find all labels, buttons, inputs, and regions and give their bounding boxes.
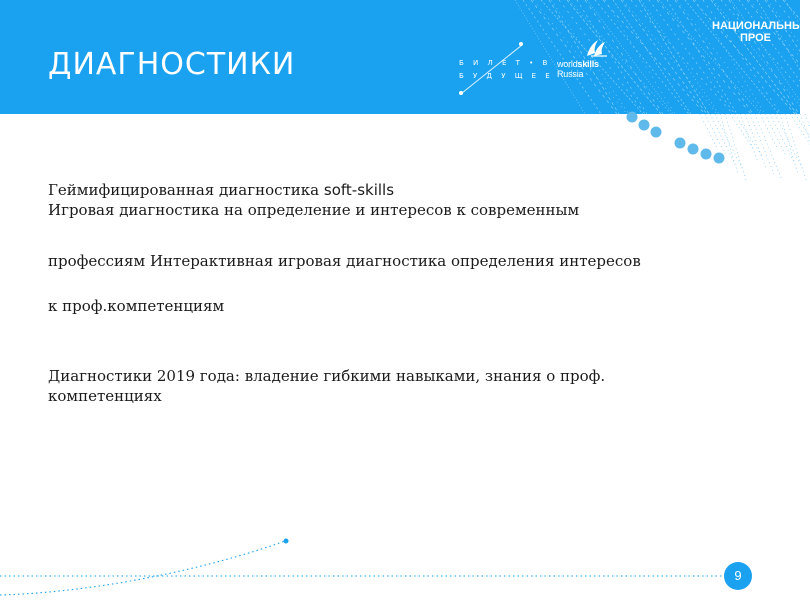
text-line-5: Диагностики 2019 года: владение гибкими навыками, знания о проф. компетенциях [48,367,606,405]
worldskills-brand-prefix: world [557,59,578,69]
page-title: ДИАГНОСТИКИ [48,47,296,82]
text-line-3: профессиям Интерактивная игровая диагностика определения интересов [48,252,641,270]
national-project-line1: НАЦИОНАЛЬНЫЕ [712,20,810,32]
worldskills-brand-bold: skills [577,59,599,69]
decor-ray [805,114,810,168]
text-line-4: к проф.компетенциям [48,297,225,315]
national-project-line2: ПРОЕ [740,32,771,44]
text-line-1-prefix: Геймифицированная диагностика [48,181,324,199]
bilet-logo-line1: Б И Л Е Т • В [459,59,551,67]
worldskills-country: Russia [557,69,584,79]
soft-skills-term: soft-skills [323,181,395,199]
page-number: 9 [734,568,742,583]
bilet-logo-line2: Б У Д У Щ Е Е [459,72,554,80]
decor-ray [800,114,810,162]
text-line-2: Игровая диагностика на определение и интересов к современным [48,201,580,219]
footer-curve-end-dot [284,539,289,544]
page-number-badge [724,562,752,590]
footer-curve [0,541,285,595]
